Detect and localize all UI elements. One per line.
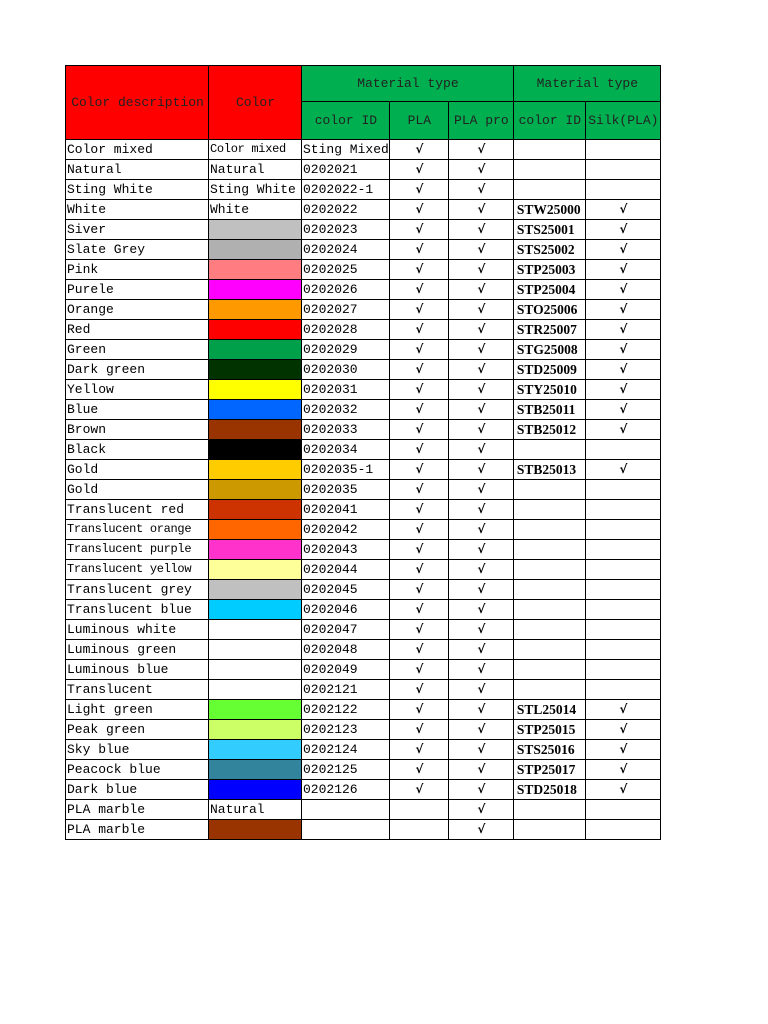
silk-color-id-cell [513, 640, 585, 660]
pla-pro-check-cell: √ [448, 660, 513, 680]
pla-check-cell: √ [389, 180, 448, 200]
color-swatch-cell: Color mixed [209, 140, 302, 160]
pla-pro-check-cell: √ [448, 560, 513, 580]
pla-check-cell: √ [389, 720, 448, 740]
pla-check-cell: √ [389, 340, 448, 360]
pla-pro-check-cell: √ [448, 620, 513, 640]
silk-check-cell: √ [585, 700, 660, 720]
pla-pro-check-cell: √ [448, 780, 513, 800]
pla-pro-check-cell: √ [448, 740, 513, 760]
color-swatch-cell [209, 300, 302, 320]
color-id-cell: 0202126 [302, 780, 390, 800]
table-row [66, 520, 661, 540]
pla-pro-check-cell: √ [448, 520, 513, 540]
silk-color-id-cell: STB25011 [513, 400, 585, 420]
silk-color-id-cell [513, 660, 585, 680]
silk-check-cell [585, 680, 660, 700]
pla-pro-check-cell: √ [448, 240, 513, 260]
pla-check-cell: √ [389, 540, 448, 560]
silk-check-cell: √ [585, 280, 660, 300]
table-row [66, 340, 661, 360]
table-row [66, 820, 661, 840]
silk-check-cell [585, 160, 660, 180]
silk-check-cell: √ [585, 780, 660, 800]
table-row [66, 560, 661, 580]
silk-color-id-cell [513, 540, 585, 560]
color-swatch-cell [209, 560, 302, 580]
color-description-cell: Gold [66, 460, 209, 480]
pla-pro-check-cell: √ [448, 680, 513, 700]
color-swatch-cell [209, 660, 302, 680]
header-color-description: Color description [66, 66, 209, 140]
pla-pro-check-cell: √ [448, 500, 513, 520]
silk-color-id-cell: STB25013 [513, 460, 585, 480]
pla-check-cell: √ [389, 260, 448, 280]
color-swatch-cell [209, 400, 302, 420]
silk-color-id-cell [513, 180, 585, 200]
silk-check-cell: √ [585, 240, 660, 260]
color-description-cell: Light green [66, 700, 209, 720]
color-description-cell: Red [66, 320, 209, 340]
pla-pro-check-cell: √ [448, 760, 513, 780]
pla-check-cell: √ [389, 380, 448, 400]
color-id-cell: 0202027 [302, 300, 390, 320]
silk-color-id-cell [513, 680, 585, 700]
silk-check-cell [585, 480, 660, 500]
color-description-cell: Translucent orange [66, 520, 209, 540]
silk-check-cell [585, 540, 660, 560]
color-id-cell: 0202024 [302, 240, 390, 260]
table-row [66, 140, 661, 160]
table-row [66, 600, 661, 620]
color-id-cell: 0202048 [302, 640, 390, 660]
silk-color-id-cell [513, 440, 585, 460]
silk-color-id-cell [513, 160, 585, 180]
silk-color-id-cell: STP25003 [513, 260, 585, 280]
pla-pro-check-cell: √ [448, 340, 513, 360]
pla-check-cell: √ [389, 240, 448, 260]
color-description-cell: Translucent blue [66, 600, 209, 620]
pla-check-cell: √ [389, 280, 448, 300]
color-id-cell: 0202042 [302, 520, 390, 540]
table-row [66, 460, 661, 480]
pla-pro-check-cell: √ [448, 720, 513, 740]
pla-check-cell: √ [389, 400, 448, 420]
pla-check-cell: √ [389, 780, 448, 800]
color-description-cell: Black [66, 440, 209, 460]
color-description-cell: Luminous green [66, 640, 209, 660]
color-id-cell: 0202045 [302, 580, 390, 600]
color-swatch-cell [209, 640, 302, 660]
silk-check-cell [585, 140, 660, 160]
pla-pro-check-cell: √ [448, 700, 513, 720]
silk-check-cell [585, 820, 660, 840]
pla-check-cell: √ [389, 140, 448, 160]
color-description-cell: Siver [66, 220, 209, 240]
header-material-type-1: Material type [302, 66, 514, 102]
pla-pro-check-cell: √ [448, 320, 513, 340]
silk-color-id-cell [513, 800, 585, 820]
color-id-cell: 0202021 [302, 160, 390, 180]
silk-color-id-cell [513, 600, 585, 620]
color-swatch-cell [209, 480, 302, 500]
silk-color-id-cell [513, 580, 585, 600]
table-row [66, 360, 661, 380]
color-description-cell: Green [66, 340, 209, 360]
silk-check-cell: √ [585, 420, 660, 440]
pla-check-cell: √ [389, 660, 448, 680]
table-row [66, 180, 661, 200]
color-swatch-cell [209, 520, 302, 540]
pla-pro-check-cell: √ [448, 260, 513, 280]
color-description-cell: White [66, 200, 209, 220]
silk-color-id-cell: STO25006 [513, 300, 585, 320]
table-row [66, 200, 661, 220]
color-description-cell: Luminous white [66, 620, 209, 640]
silk-color-id-cell: STP25004 [513, 280, 585, 300]
pla-pro-check-cell: √ [448, 540, 513, 560]
header-color-id-1: color ID [302, 102, 390, 140]
header-pla-pro: PLA pro [448, 102, 513, 140]
silk-color-id-cell: STR25007 [513, 320, 585, 340]
table-row [66, 760, 661, 780]
pla-pro-check-cell: √ [448, 800, 513, 820]
pla-check-cell [389, 800, 448, 820]
header-color-id-2: color ID [513, 102, 585, 140]
silk-check-cell [585, 560, 660, 580]
pla-check-cell: √ [389, 640, 448, 660]
pla-check-cell: √ [389, 580, 448, 600]
color-swatch-cell [209, 280, 302, 300]
pla-pro-check-cell: √ [448, 360, 513, 380]
color-swatch-cell [209, 420, 302, 440]
color-id-cell: 0202022 [302, 200, 390, 220]
header-pla: PLA [389, 102, 448, 140]
pla-check-cell: √ [389, 200, 448, 220]
table-row [66, 640, 661, 660]
color-swatch-cell [209, 760, 302, 780]
color-description-cell: Purele [66, 280, 209, 300]
color-description-cell: Translucent [66, 680, 209, 700]
table-row [66, 420, 661, 440]
table-row [66, 260, 661, 280]
table-row [66, 800, 661, 820]
color-id-cell: 0202121 [302, 680, 390, 700]
color-swatch-cell [209, 460, 302, 480]
color-description-cell: Brown [66, 420, 209, 440]
table-row [66, 380, 661, 400]
pla-check-cell: √ [389, 220, 448, 240]
color-id-cell: 0202046 [302, 600, 390, 620]
color-description-cell: Gold [66, 480, 209, 500]
color-swatch-cell [209, 340, 302, 360]
pla-check-cell: √ [389, 160, 448, 180]
silk-color-id-cell: STS25001 [513, 220, 585, 240]
color-id-cell: 0202029 [302, 340, 390, 360]
color-description-cell: Peacock blue [66, 760, 209, 780]
table-row [66, 540, 661, 560]
color-id-cell: 0202031 [302, 380, 390, 400]
color-description-cell: Dark green [66, 360, 209, 380]
color-id-cell: 0202032 [302, 400, 390, 420]
color-swatch-cell [209, 580, 302, 600]
color-swatch-cell: Sting White [209, 180, 302, 200]
color-id-cell: 0202025 [302, 260, 390, 280]
table-row [66, 740, 661, 760]
silk-color-id-cell: STD25018 [513, 780, 585, 800]
filament-color-table [65, 65, 661, 840]
pla-check-cell [389, 820, 448, 840]
pla-check-cell: √ [389, 760, 448, 780]
pla-check-cell: √ [389, 500, 448, 520]
table-row [66, 280, 661, 300]
pla-pro-check-cell: √ [448, 220, 513, 240]
color-id-cell: 0202124 [302, 740, 390, 760]
color-id-cell: 0202026 [302, 280, 390, 300]
color-swatch-cell [209, 820, 302, 840]
pla-pro-check-cell: √ [448, 300, 513, 320]
silk-check-cell [585, 600, 660, 620]
silk-color-id-cell [513, 560, 585, 580]
color-id-cell: 0202034 [302, 440, 390, 460]
silk-check-cell: √ [585, 260, 660, 280]
table-row [66, 500, 661, 520]
silk-check-cell [585, 520, 660, 540]
pla-pro-check-cell: √ [448, 440, 513, 460]
table-row [66, 620, 661, 640]
color-swatch-cell [209, 780, 302, 800]
color-description-cell: Translucent yellow [66, 560, 209, 580]
silk-color-id-cell: STL25014 [513, 700, 585, 720]
color-description-cell: Translucent purple [66, 540, 209, 560]
color-swatch-cell [209, 240, 302, 260]
color-id-cell: 0202022-1 [302, 180, 390, 200]
silk-check-cell [585, 640, 660, 660]
silk-check-cell [585, 500, 660, 520]
color-description-cell: Color mixed [66, 140, 209, 160]
table-row [66, 660, 661, 680]
color-description-cell: Sky blue [66, 740, 209, 760]
color-description-cell: Pink [66, 260, 209, 280]
color-swatch-cell [209, 360, 302, 380]
pla-pro-check-cell: √ [448, 160, 513, 180]
table-row [66, 700, 661, 720]
silk-check-cell [585, 580, 660, 600]
color-description-cell: Orange [66, 300, 209, 320]
table-row [66, 320, 661, 340]
pla-pro-check-cell: √ [448, 640, 513, 660]
silk-check-cell [585, 800, 660, 820]
table-body [66, 140, 661, 840]
silk-color-id-cell: STS25016 [513, 740, 585, 760]
color-description-cell: Peak green [66, 720, 209, 740]
silk-color-id-cell [513, 520, 585, 540]
color-id-cell [302, 800, 390, 820]
silk-color-id-cell [513, 620, 585, 640]
pla-check-cell: √ [389, 700, 448, 720]
table-row [66, 580, 661, 600]
pla-check-cell: √ [389, 480, 448, 500]
color-swatch-cell [209, 380, 302, 400]
table-row [66, 300, 661, 320]
silk-check-cell: √ [585, 360, 660, 380]
silk-check-cell: √ [585, 380, 660, 400]
silk-color-id-cell [513, 500, 585, 520]
pla-pro-check-cell: √ [448, 140, 513, 160]
color-description-cell: Blue [66, 400, 209, 420]
color-swatch-cell: Natural [209, 800, 302, 820]
silk-color-id-cell: STW25000 [513, 200, 585, 220]
pla-pro-check-cell: √ [448, 180, 513, 200]
silk-check-cell [585, 440, 660, 460]
silk-check-cell [585, 620, 660, 640]
color-description-cell: PLA marble [66, 800, 209, 820]
pla-check-cell: √ [389, 520, 448, 540]
color-id-cell: 0202125 [302, 760, 390, 780]
color-swatch-cell [209, 320, 302, 340]
color-swatch-cell [209, 540, 302, 560]
color-id-cell: 0202043 [302, 540, 390, 560]
silk-color-id-cell [513, 140, 585, 160]
table-row [66, 240, 661, 260]
silk-color-id-cell: STP25015 [513, 720, 585, 740]
color-description-cell: Slate Grey [66, 240, 209, 260]
color-swatch-cell [209, 740, 302, 760]
color-id-cell: 0202122 [302, 700, 390, 720]
pla-pro-check-cell: √ [448, 400, 513, 420]
silk-color-id-cell: STB25012 [513, 420, 585, 440]
silk-color-id-cell: STS25002 [513, 240, 585, 260]
color-description-cell: Yellow [66, 380, 209, 400]
color-description-cell: Translucent grey [66, 580, 209, 600]
silk-check-cell: √ [585, 340, 660, 360]
color-id-cell: 0202047 [302, 620, 390, 640]
table-row [66, 400, 661, 420]
pla-pro-check-cell: √ [448, 200, 513, 220]
color-swatch-cell [209, 680, 302, 700]
silk-check-cell: √ [585, 320, 660, 340]
pla-check-cell: √ [389, 560, 448, 580]
color-id-cell: 0202049 [302, 660, 390, 680]
color-description-cell: PLA marble [66, 820, 209, 840]
pla-pro-check-cell: √ [448, 380, 513, 400]
color-id-cell: 0202023 [302, 220, 390, 240]
color-id-cell: 0202044 [302, 560, 390, 580]
silk-check-cell: √ [585, 300, 660, 320]
silk-color-id-cell: STD25009 [513, 360, 585, 380]
pla-check-cell: √ [389, 620, 448, 640]
color-id-cell [302, 820, 390, 840]
color-description-cell: Dark blue [66, 780, 209, 800]
silk-color-id-cell [513, 820, 585, 840]
color-swatch-cell [209, 260, 302, 280]
color-id-cell: 0202033 [302, 420, 390, 440]
pla-check-cell: √ [389, 600, 448, 620]
table-row [66, 680, 661, 700]
pla-pro-check-cell: √ [448, 820, 513, 840]
color-description-cell: Translucent red [66, 500, 209, 520]
color-swatch-cell: Natural [209, 160, 302, 180]
silk-check-cell: √ [585, 200, 660, 220]
silk-color-id-cell: STP25017 [513, 760, 585, 780]
silk-check-cell [585, 180, 660, 200]
color-description-cell: Natural [66, 160, 209, 180]
color-id-cell: 0202041 [302, 500, 390, 520]
color-swatch-cell [209, 600, 302, 620]
color-swatch-cell [209, 620, 302, 640]
pla-pro-check-cell: √ [448, 280, 513, 300]
color-description-cell: Sting White [66, 180, 209, 200]
silk-check-cell: √ [585, 460, 660, 480]
table-row [66, 720, 661, 740]
color-id-cell: 0202030 [302, 360, 390, 380]
pla-pro-check-cell: √ [448, 600, 513, 620]
silk-color-id-cell [513, 480, 585, 500]
silk-check-cell: √ [585, 760, 660, 780]
header-material-type-2: Material type [513, 66, 660, 102]
color-id-cell: 0202035 [302, 480, 390, 500]
pla-check-cell: √ [389, 320, 448, 340]
pla-check-cell: √ [389, 740, 448, 760]
color-swatch-cell [209, 720, 302, 740]
table-row [66, 480, 661, 500]
silk-check-cell: √ [585, 720, 660, 740]
pla-check-cell: √ [389, 420, 448, 440]
color-swatch-cell: White [209, 200, 302, 220]
pla-check-cell: √ [389, 300, 448, 320]
header-color: Color [209, 66, 302, 140]
pla-pro-check-cell: √ [448, 420, 513, 440]
pla-pro-check-cell: √ [448, 460, 513, 480]
table-row [66, 440, 661, 460]
silk-color-id-cell: STG25008 [513, 340, 585, 360]
color-id-cell: 0202035-1 [302, 460, 390, 480]
color-id-cell: Sting Mixed [302, 140, 390, 160]
pla-check-cell: √ [389, 680, 448, 700]
color-swatch-cell [209, 440, 302, 460]
pla-pro-check-cell: √ [448, 580, 513, 600]
table-row [66, 220, 661, 240]
table-row [66, 780, 661, 800]
color-swatch-cell [209, 700, 302, 720]
silk-color-id-cell: STY25010 [513, 380, 585, 400]
pla-check-cell: √ [389, 360, 448, 380]
silk-check-cell: √ [585, 400, 660, 420]
silk-check-cell [585, 660, 660, 680]
pla-check-cell: √ [389, 460, 448, 480]
color-swatch-cell [209, 220, 302, 240]
color-id-cell: 0202028 [302, 320, 390, 340]
pla-pro-check-cell: √ [448, 480, 513, 500]
color-description-cell: Luminous blue [66, 660, 209, 680]
table-row [66, 160, 661, 180]
color-swatch-cell [209, 500, 302, 520]
color-id-cell: 0202123 [302, 720, 390, 740]
silk-check-cell: √ [585, 740, 660, 760]
header-silk-pla: Silk(PLA) [585, 102, 660, 140]
silk-check-cell: √ [585, 220, 660, 240]
pla-check-cell: √ [389, 440, 448, 460]
